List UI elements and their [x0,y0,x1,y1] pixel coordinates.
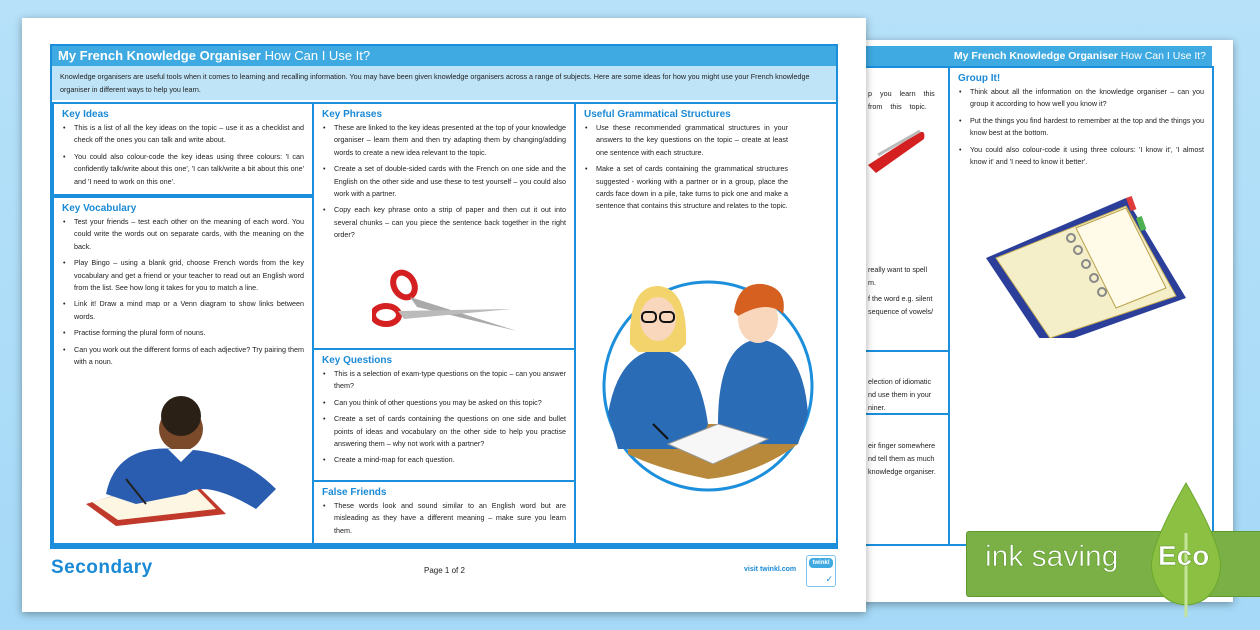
list-item: • Create a mind-map for each question. [322,454,566,466]
list-item: • Put the things you find hardest to remember at the top and the things you know best at the bottom. [958,115,1204,140]
list-item: • This is a selection of exam-type questions on the topic – can you answer them? [322,368,566,393]
list-item: • Copy each key phrase onto a strip of paper and then cut it out into several chunks – can you piece the sentence back together in the right order? [322,204,566,241]
grammatical-structures-section [574,102,838,545]
text-fragment: knowledge organiser. [868,467,936,476]
list-item: • Think about all the information on the knowledge organiser – can you group it according to how well you know it? [958,86,1204,111]
page-header [52,46,836,66]
title-light: How Can I Use It? [1120,50,1206,62]
section-title: Key Ideas [62,109,109,120]
list-item: • Can you think of other questions you may be asked on this topic? [322,397,566,409]
list-item: • Can you work out the different forms of each adjective? Try pairing them with a noun. [62,344,304,369]
list-item: • Create a set of cards containing the questions on one side and bullet points of ideas and vocabulary on the other side to help you practise answering them – why not work with a partner? [322,413,566,450]
text-fragment: election of idiomatic [868,377,932,386]
list-item: • These words look and sound similar to an English word but are misleading as they have a different meaning – make sure you learn them. [322,500,566,537]
section-title: False Friends [322,487,387,498]
text-fragment: sequence of vowels/ [868,307,934,316]
section-title: Key Questions [322,355,393,366]
false-friends-section [312,480,576,545]
key-phrases-section [312,102,576,350]
key-questions-section [312,348,576,482]
twinkl-link[interactable]: visit twinkl.com [744,566,797,573]
title-light: How Can I Use It? [264,48,371,63]
binder-illustration [976,188,1196,338]
key-vocabulary-section [52,196,314,545]
intro-text: Knowledge organisers are useful tools when it comes to learning and recalling information. You may have been given knowledge organisers across a range of subjects. Here are some ideas for how you might use your French knowledge organiser in different ways to help you learn. [52,66,836,100]
section-title: Group It! [958,73,1001,84]
list-item: • Make a set of cards containing the grammatical structures suggested - working with a partner or in a group, place the cards face down in a pile, take turns to pick one and make a sentence that contains this structure and relates to the topic. [584,163,788,213]
text-fragment: m. [868,278,876,287]
text-fragment: p you learn this [868,89,935,98]
page-number: Page 1 of 2 [424,566,465,575]
divider [856,350,950,352]
student-writing-illustration [76,394,286,529]
list-item: • You could also colour-code it using three colours: 'I know it', 'I almost know it' and 'I need to know it better'. [958,144,1204,169]
list-item: • These are linked to the key ideas presented at the top of your knowledge organiser – learn them and then try adapting them by changing/adding words to create a new idea relevant to the topic. [322,122,566,159]
text-fragment: nd use them in your [868,390,932,399]
list-item: • Link it! Draw a mind map or a Venn diagram to show links between words. [62,298,304,323]
page-2-header [865,46,1212,66]
list-item: • You could also colour-code the key ideas using three colours: 'I can confidently talk/write about this one', 'I can talk/write a bit about this one' and 'I need to work on this one'. [62,151,304,188]
group-it-section [948,66,1214,546]
list-item: • This is a list of all the key ideas on the topic – use it as a checklist and check off the ones you can talk and write about. [62,122,304,147]
level-label: Secondary [51,557,153,578]
list-item: • Use these recommended grammatical structures in your answers to the key questions on the topic – create at least one sentence with each structure. [584,122,788,159]
text-fragment: really want to spell [868,265,928,274]
text-fragment: from this topic. [868,102,927,111]
text-fragment: f the word e.g. silent [868,294,933,303]
section-title: Key Vocabulary [62,203,137,214]
list-item: • Test your friends – test each other on the meaning of each word. You could write the words out on separate cards, with the meaning on the back. [62,216,304,253]
check-icon: ✓ [825,574,833,584]
title-bold: My French Knowledge Organiser [953,50,1118,62]
twinkl-logo [806,555,836,587]
pen-illustration [868,125,928,175]
scissors-illustration [372,269,522,339]
section-title: Useful Grammatical Structures [584,109,731,120]
page-1 [22,18,866,612]
twinkl-logo-text: twinkl [809,558,833,568]
text-fragment: niner. [868,403,886,412]
list-item: • Play Bingo – using a blank grid, choose French words from the key vocabulary and get a friend or your teacher to read out an English word from the list. See how long it takes for you to match a line. [62,257,304,294]
text-fragment: eir finger somewhere [868,441,936,450]
section-title: Key Phrases [322,109,383,120]
title-bold: My French Knowledge Organiser [58,48,261,63]
eco-label: Eco [1158,540,1210,571]
footer-divider [50,547,838,549]
list-item: • Create a set of double-sided cards with the French on one side and the English on the other side and use these to test yourself – you could also work with a partner. [322,163,566,200]
ink-saving-label: ink saving [985,540,1119,573]
students-studying-illustration [598,274,818,494]
list-item: • Practise forming the plural form of nouns. [62,327,304,339]
key-ideas-section [52,102,314,196]
text-fragment: nd tell them as much [868,454,935,463]
